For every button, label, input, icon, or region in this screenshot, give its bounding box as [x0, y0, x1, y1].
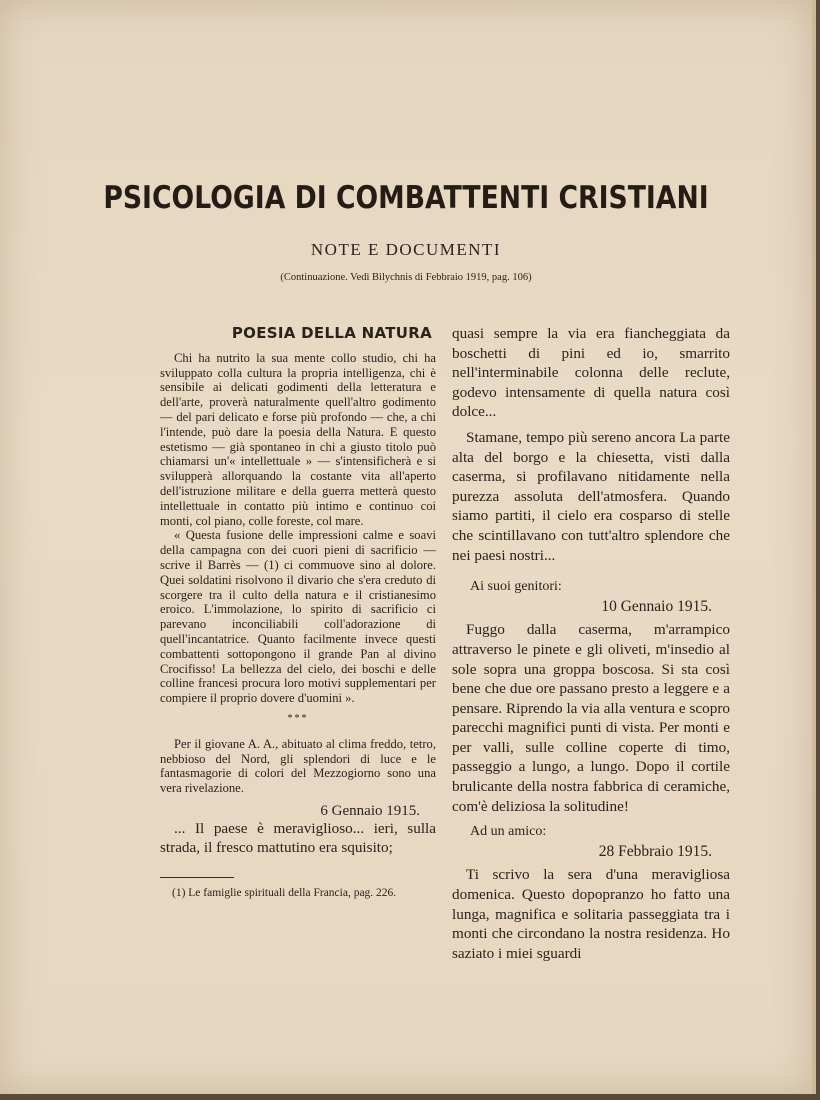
- spacer: [452, 565, 730, 577]
- letter-recipient: Ad un amico:: [470, 824, 547, 840]
- letter-date: 28 Febbraio 1915.: [598, 842, 712, 860]
- section-divider: ***: [287, 712, 309, 724]
- paragraph: quasi sempre la via era fiancheggiata da boschetti di pini ed io, smarrito nell'interminabile colonna delle reclute, godevo intensamente di quella natura così dolce...: [452, 325, 730, 421]
- paragraph: Per il giovane A. A., abituato al clima freddo, tetro, nebbioso del Nord, gli splendori di luce e le fantasmagorie di colori del Mezzogiorno sono una vera rivelazione.: [160, 736, 436, 796]
- paragraph: ... Il paese è meraviglioso... ieri, sulla strada, il fresco mattutino era squisito;: [160, 819, 436, 856]
- paragraph: Ti scrivo la sera d'una meravigliosa domenica. Questo dopopranzo ho fatto una lunga, magnifica e solitaria passeggiata tra i monti che circondano la nostra residenza. Ho saziato i miei sguardi: [452, 866, 730, 962]
- right-column: [452, 324, 730, 963]
- paragraph: Fuggo dalla caserma, m'arrampico attraverso le pinete e gli oliveti, m'insedio al sole sopra una groppa boscosa. Si sta così bene che due ore passano presto a leggere e a pensare. Riprendo la via alla ventura e scopro parecchi magnifici punti di vista. Per monti e per valli, sulle colline coperte di timo, passeggio a lungo, a lungo. Dopo il cortile brulicante della nostra fabbrica di ceramiche, com'è deliziosa la solitudine!: [452, 621, 730, 815]
- section-title: POESIA DELLA NATURA: [231, 324, 432, 342]
- footnote-divider: [160, 877, 234, 878]
- paragraph: Stamane, tempo più sereno ancora La parte alta del borgo e la chiesetta, visti dalla caserma, si profilavano nitidamente nella purezza assoluta dell'atmosfera. Quando siamo partiti, il cielo era cosparso di stelle che scintillavano con tutt'altro splendore che nei paesi nostri...: [452, 428, 730, 564]
- paragraph: Chi ha nutrito la sua mente collo studio, chi ha sviluppato colla cultura la propria intelligenza, chi è sensibile ai delicati godimenti della letteratura e dell'arte, proverà naturalmente quell'altro godimento — del pari delicato e forse più profondo — che, a chi l'intende, può dare la poesia della Natura. E questo estetismo — già spontaneo in chi a giusto titolo può chiamarsi un'« intellettuale » — s'intensificherà e si svilupperà allorquando la costante vita all'aperto dell'istruzione militare e della guerra metterà questo intellettuale in contatto più intimo e continuo coi monti, col piano, colle foreste, col mare.: [160, 350, 436, 528]
- letter-date: 6 Gennaio 1915.: [320, 802, 420, 819]
- continuation-note: (Continuazione. Vedi Bilychnis di Febbraio 1919, pag. 106): [280, 272, 532, 283]
- footnote: (1) Le famiglie spirituali della Francia, pag. 226.: [172, 886, 397, 899]
- left-column: [160, 324, 436, 901]
- article-subtitle: NOTE E DOCUMENTI: [310, 240, 502, 259]
- article-title: PSICOLOGIA DI COMBATTENTI CRISTIANI: [103, 180, 709, 216]
- letter-date: 10 Gennaio 1915.: [601, 597, 712, 615]
- letter-recipient: Ai suoi genitori:: [470, 579, 562, 595]
- paragraph: « Questa fusione delle impressioni calme e soavi della campagna con dei cuori pieni di sacrificio — scrive il Barrès — (1) ci commuove sino al dolore. Quei soldatini risolvono il divario che s'era creduto di scorgere tra il culto della natura e il cristianesimo eroico. L'immolazione, lo spirito di sacrificio ci parevano inconciliabili coll'adorazione di quell'incantatrice. Quanto facilmente invece questi combattenti sottopongono il grande Pan al divino Crocifisso! La bellezza del cielo, dei boschi e delle colline francesi procura loro motivi supplementari per compiere il proprio dovere d'uomini ».: [160, 528, 436, 706]
